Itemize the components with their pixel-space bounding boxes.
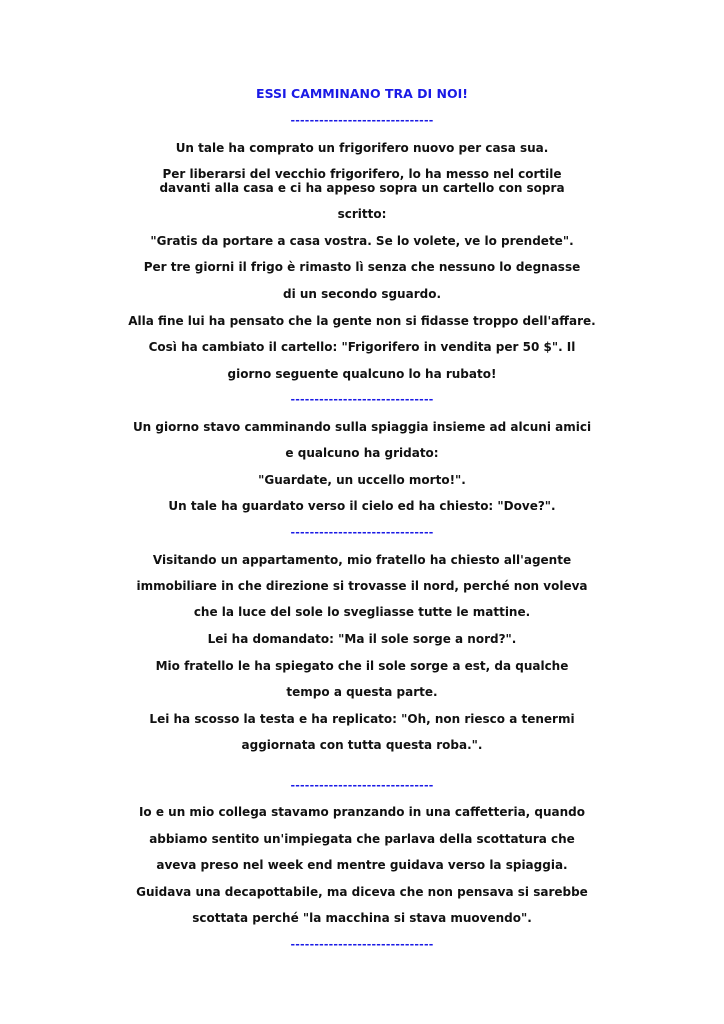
story1-line: giorno seguente qualcuno lo ha rubato! bbox=[227, 367, 497, 381]
separator-line: ------------------------------ bbox=[290, 779, 434, 792]
separator-line: ------------------------------ bbox=[290, 393, 434, 406]
story3-line: immobiliare in che direzione si trovasse il nord, perché non voleva bbox=[136, 579, 588, 593]
story2-line: e qualcuno ha gridato: bbox=[285, 446, 439, 460]
story1-line: Così ha cambiato il cartello: "Frigorifero in vendita per 50 $". Il bbox=[148, 340, 576, 354]
separator-line: ------------------------------ bbox=[290, 526, 434, 539]
story3-line: Visitando un appartamento, mio fratello ha chiesto all'agente bbox=[152, 553, 572, 567]
story1-line: Per liberarsi del vecchio frigorifero, lo ha messo nel cortile bbox=[162, 167, 562, 181]
story1-line: "Gratis da portare a casa vostra. Se lo volete, ve lo prendete". bbox=[150, 234, 574, 248]
story4-line: Guidava una decapottabile, ma diceva che non pensava si sarebbe bbox=[136, 885, 588, 899]
separator-line: ------------------------------ bbox=[290, 938, 434, 951]
story1-line: Alla fine lui ha pensato che la gente non si fidasse troppo dell'affare. bbox=[128, 314, 596, 328]
story2-line: Un tale ha guardato verso il cielo ed ha chiesto: "Dove?". bbox=[168, 499, 556, 513]
story3-line: Lei ha domandato: "Ma il sole sorge a nord?". bbox=[207, 632, 517, 646]
story3-line: aggiornata con tutta questa roba.". bbox=[241, 738, 483, 752]
separator-line: ------------------------------ bbox=[290, 114, 434, 127]
story3-line: Lei ha scosso la testa e ha replicato: "Oh, non riesco a tenermi bbox=[149, 712, 575, 726]
story1-line: davanti alla casa e ci ha appeso sopra un cartello con sopra bbox=[159, 181, 565, 195]
story3-line: tempo a questa parte. bbox=[286, 685, 438, 699]
story2-line: "Guardate, un uccello morto!". bbox=[258, 473, 466, 487]
story4-line: abbiamo sentito un'impiegata che parlava della scottatura che bbox=[149, 832, 575, 846]
story1-line: Per tre giorni il frigo è rimasto lì senza che nessuno lo degnasse bbox=[143, 260, 581, 274]
story1-line: Un tale ha comprato un frigorifero nuovo per casa sua. bbox=[175, 141, 549, 155]
story3-line: che la luce del sole lo svegliasse tutte le mattine. bbox=[193, 605, 531, 619]
document-title: ESSI CAMMINANO TRA DI NOI! bbox=[256, 86, 468, 101]
story4-line: Io e un mio collega stavamo pranzando in una caffetteria, quando bbox=[138, 805, 586, 819]
story4-line: aveva preso nel week end mentre guidava verso la spiaggia. bbox=[156, 858, 568, 872]
story1-line: scritto: bbox=[337, 207, 387, 221]
story3-line: Mio fratello le ha spiegato che il sole sorge a est, da qualche bbox=[155, 659, 569, 673]
story2-line: Un giorno stavo camminando sulla spiaggia insieme ad alcuni amici bbox=[132, 420, 592, 434]
story4-line: scottata perché "la macchina si stava muovendo". bbox=[192, 911, 532, 925]
story1-line: di un secondo sguardo. bbox=[282, 287, 442, 301]
